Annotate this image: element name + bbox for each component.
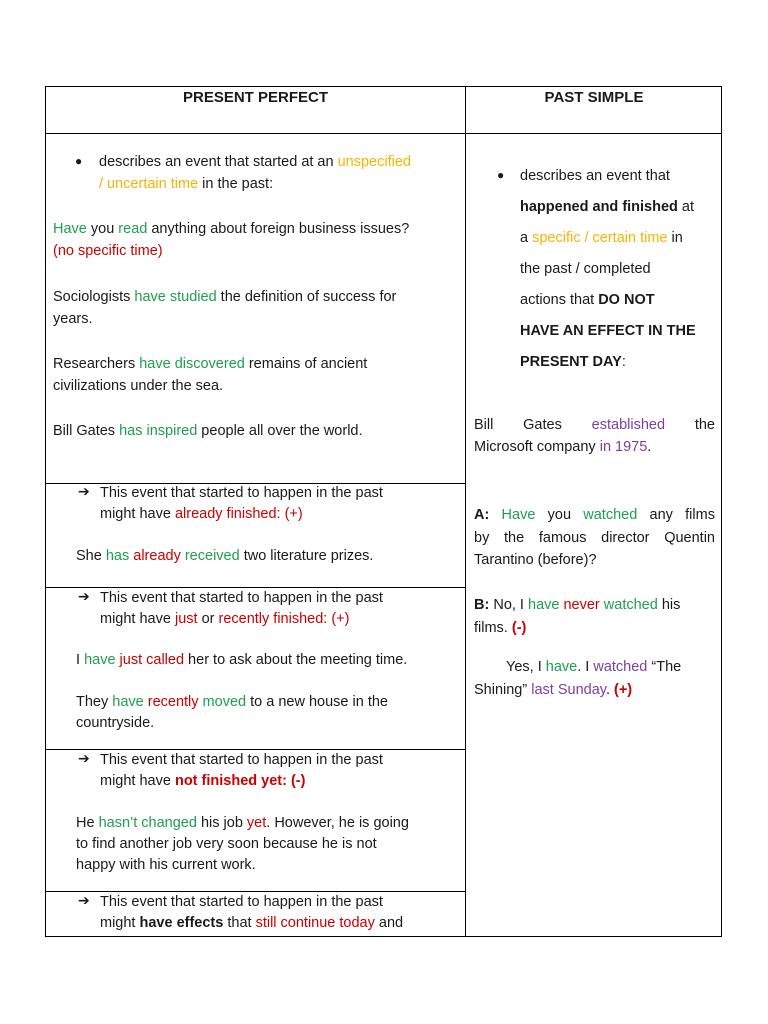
ps-def-line7: PRESENT DAY: [520,354,626,370]
section4-line1: This event that started to happen in the past [100,894,383,910]
section1-line2: might have already finished: (+) [100,506,303,522]
ps-def-line2: happened and finished at [520,199,695,215]
definition-line-2: / uncertain time in the past: [99,176,274,192]
section3-example-cont1: to find another job very soon because he is not [76,836,377,852]
note-no-specific-time: (no specific time) [53,243,163,259]
example-read: Have you read anything about foreign business issues? [53,221,410,237]
section1-example: She has already received two literature prizes. [76,548,374,564]
section2-example2: They have recently moved to a new house in the [76,694,388,710]
example-researchers: Researchers have discovered remains of ancient [53,356,368,372]
section2-line2: might have just or recently finished: (+) [100,611,350,627]
dialogue-question: A: Have you watched any films [474,507,715,523]
ps-def-line4: the past / completed [520,261,651,277]
dialogue-answer-no-cont: films. (-) [474,620,527,636]
section2-example1: I have just called her to ask about the meeting time. [76,652,408,668]
example-researchers-cont: civilizations under the sea. [53,378,224,394]
definition-line-1: describes an event that started at an unspecified [99,154,411,170]
ps-def-line3: a specific / certain time in [520,230,683,246]
ps-example-bill-gates: Bill Gates established the [474,417,715,433]
dialogue-answer-yes-cont: Shining” last Sunday. (+) [474,682,633,698]
right-arrow-icon: ➔ [78,750,90,766]
section3-line1: This event that started to happen in the past [100,752,383,768]
past-simple-heading: PAST SIMPLE [544,89,644,106]
column-divider [465,86,466,937]
right-arrow-icon: ➔ [78,892,90,908]
dialogue-question-cont2: Tarantino (before)? [474,552,597,568]
section4-line2: might have effects that still continue today and [100,915,404,931]
bullet-dot-icon: ● [75,154,83,168]
section3-example: He hasn’t changed his job yet. However, he is going [76,815,409,831]
section3-example-cont2: happy with his current work. [76,857,256,873]
section3-line2: might have not finished yet: (-) [100,773,306,789]
example-sociologists-cont: years. [53,311,93,327]
example-sociologists: Sociologists have studied the definition of success for [53,289,397,305]
ps-def-line1: describes an event that [520,168,670,184]
dialogue-question-cont1: by the famous director Quentin [474,530,715,546]
ps-example-bill-gates-cont: Microsoft company in 1975. [474,439,652,455]
dialogue-answer-yes: Yes, I have. I watched “The [506,659,682,675]
dialogue-answer-no: B: No, I have never watched his [474,597,681,613]
right-arrow-icon: ➔ [78,588,90,604]
ps-def-line5: actions that DO NOT [520,292,655,308]
section1-line1: This event that started to happen in the past [100,485,383,501]
ps-def-line6: HAVE AN EFFECT IN THE [520,323,696,339]
bullet-dot-icon: ● [497,168,505,182]
section2-example2-cont: countryside. [76,715,155,731]
present-perfect-heading: PRESENT PERFECT [182,89,329,106]
example-bill-gates: Bill Gates has inspired people all over the world. [53,423,363,439]
right-arrow-icon: ➔ [78,483,90,499]
section2-line1: This event that started to happen in the past [100,590,383,606]
header-divider [45,133,722,134]
